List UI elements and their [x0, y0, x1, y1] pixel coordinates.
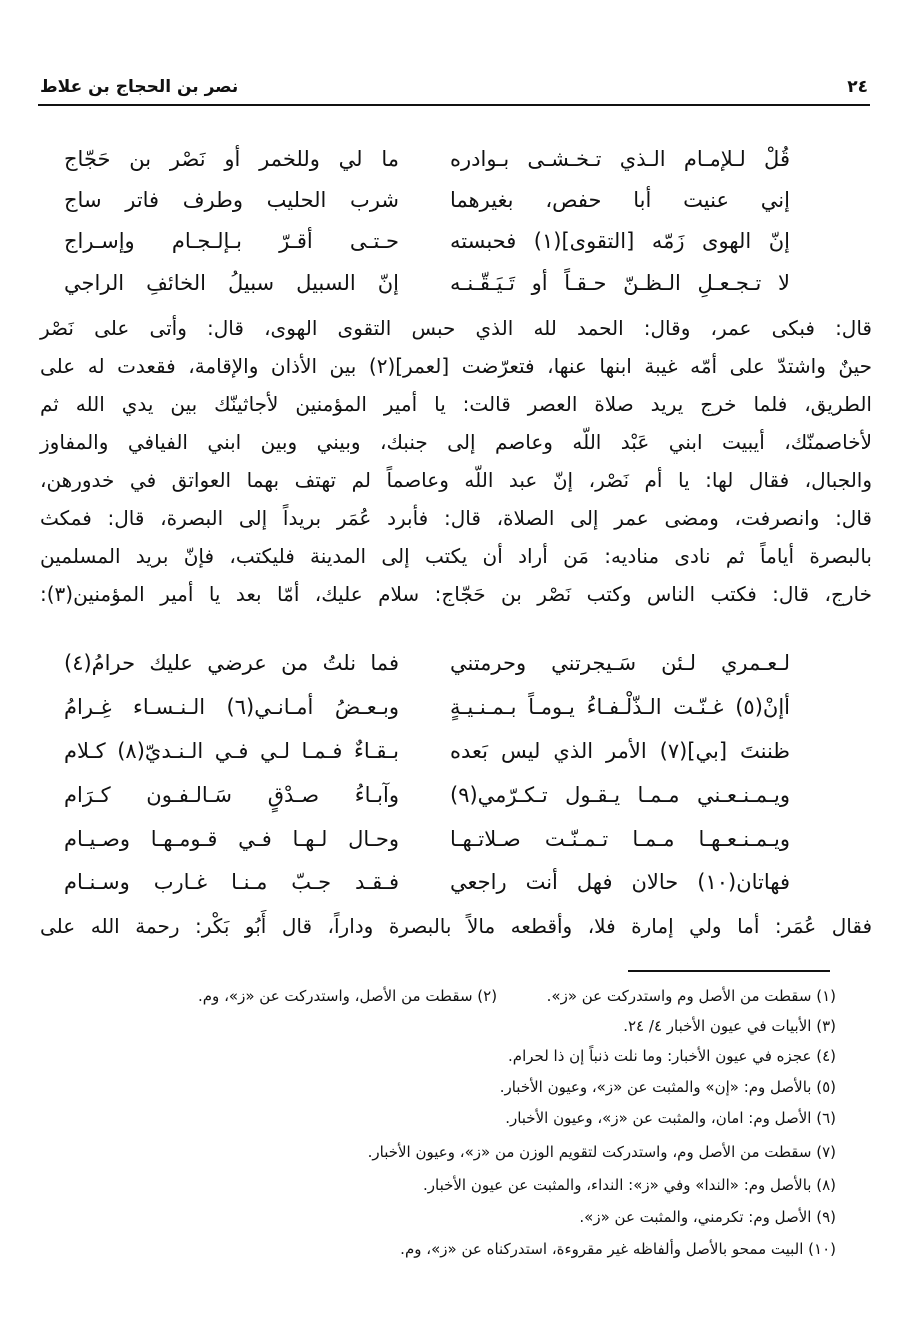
- verse-first-hemistich: لـعـمري لـئن سَـيجرتني وحرمتني: [450, 651, 790, 675]
- verse-first-hemistich: ظننتَ [بي](٧) الأمر الذي ليس بَعده: [450, 739, 790, 763]
- verse-first-hemistich: أإنْ(٥) غـنّـت الـذّلْـفـاءُ يـومـاً بـمـنـيـةٍ: [450, 695, 790, 719]
- prose-line: لأخاصمنّك، أيبيت ابني عَبْد اللّه وعاصم إلى جنبك، وبيني وبين ابني الفيافي والمفاوز: [40, 430, 872, 454]
- verse-line: [64, 270, 790, 296]
- running-title: نصر بن الحجاج بن علاط: [40, 77, 239, 97]
- footnote: (٧) سقطت من الأصل وم، واستدركت لتقويم الوزن من «ز»، وعيون الأخبار.: [367, 1143, 836, 1161]
- verse-second-hemistich: فما نلتُ من عرضي عليك حرامُ(٤): [64, 651, 399, 675]
- verse-first-hemistich: قُلْ لـلإمـام الـذي تـخـشـى بـوادره: [450, 147, 790, 171]
- footnote: (١) سقطت من الأصل وم واستدركت عن «ز».: [546, 987, 836, 1005]
- footnote-row: [198, 986, 836, 1006]
- verse-first-hemistich: إنّ الهوى زَمّه [التقوى](١) فحبسته: [450, 229, 790, 253]
- footnote: (٩) الأصل وم: تكرمني، والمثبت عن «ز».: [579, 1208, 836, 1226]
- verse-line: [64, 187, 790, 213]
- footnote: (٦) الأصل وم: امان، والمثبت عن «ز»، وعيون الأخبار.: [505, 1109, 836, 1127]
- verse-line: [64, 738, 790, 764]
- verse-second-hemistich: وبـعـضُ أمـانـي(٦) الـنـسـاء غِـرامُ: [64, 695, 399, 719]
- verse-line: [64, 650, 790, 676]
- prose-line: والجبال، فقال لها: يا أم نَصْر، إنّ عبد اللّه وعاصماً لم تهتف بهما العواتق في خدورهن،: [40, 468, 872, 492]
- prose-line: خارج، قال: فكتب الناس وكتب نَصْر بن حَجّاج: سلام عليك، أمّا بعد يا أمير المؤمنين(٣):: [40, 582, 872, 606]
- header-rule: [38, 104, 870, 106]
- prose-line: فقال عُمَر: أما ولي إمارة فلا، وأقطعه مالاً بالبصرة وداراً، قال أَبُو بَكْر: رحمة الله على: [40, 914, 872, 938]
- footnote: (٣) الأبيات في عيون الأخبار ٤/ ٢٤.: [623, 1017, 836, 1035]
- footnote: (٨) بالأصل وم: «الندا» وفي «ز»: النداء، والمثبت عن عيون الأخبار.: [422, 1176, 836, 1194]
- prose-line: حينٌ واشتدّ على أمّه غيبة ابنها عنها، فتعرّضت [لعمر](٢) بين الأذان والإقامة، فقعدت له على: [40, 354, 872, 378]
- footnote: (٥) بالأصل وم: «إن» والمثبت عن «ز»، وعيون الأخبار.: [499, 1078, 836, 1096]
- verse-first-hemistich: ويـمـنـعـهـا مـمـا تـمـنّـت صـلاتـهـا: [450, 827, 790, 851]
- verse-second-hemistich: وحـال لـهـا فـي قـومـهـا وصـيـام: [64, 827, 399, 851]
- footnote: (٤) عجزه في عيون الأخبار: وما نلت ذنباً إن ذا لحرام.: [508, 1047, 836, 1065]
- verse-second-hemistich: ما لي وللخمر أو نَصْر بن حَجّاج: [64, 147, 399, 171]
- verse-first-hemistich: فهاتان(١٠) حالان فهل أنت راجعي: [450, 870, 790, 894]
- verse-second-hemistich: فـقـد جـبّ مـنـا غـارب وسـنـام: [64, 870, 399, 894]
- verse-first-hemistich: لا تـجـعـلِ الـظـنّ حـقـاً أو تَـيَـقّـنـه: [450, 271, 790, 295]
- verse-first-hemistich: إني عنيت أبا حفص، بغيرهما: [450, 188, 790, 212]
- verse-line: [64, 782, 790, 808]
- prose-line: بالبصرة أياماً ثم نادى مناديه: مَن أراد أن يكتب إلى المدينة فليكتب، فإنّ بريد المسلمين: [40, 544, 872, 568]
- verse-line: [64, 146, 790, 172]
- prose-line: الطريق، فلما خرج يريد صلاة العصر قالت: يا أمير المؤمنين لأجاثينّك بين يدي الله ثم: [40, 392, 872, 416]
- page-number: ٢٤: [847, 77, 868, 97]
- footnote: (١٠) البيت ممحو بالأصل وألفاظه غير مقروءة، استدركناه عن «ز»، وم.: [400, 1240, 836, 1258]
- verse-line: [64, 826, 790, 852]
- page-header: [40, 72, 868, 102]
- prose-line: قال: فبكى عمر، وقال: الحمد لله الذي حبس التقوى الهوى، قال: وأتى على نَصْر: [40, 316, 872, 340]
- verse-line: [64, 694, 790, 720]
- verse-second-hemistich: بـقـاءٌ فـمـا لـي فـي الـنـديّ(٨) كـلام: [64, 739, 399, 763]
- verse-second-hemistich: حـتـى أقـرّ بـإلـجـام وإسـراج: [64, 229, 399, 253]
- verse-second-hemistich: شرب الحليب وطرف فاتر ساج: [64, 188, 399, 212]
- footnote: (٢) سقطت من الأصل، واستدركت عن «ز»، وم.: [198, 987, 498, 1005]
- footnote-rule: [628, 970, 830, 972]
- prose-line: قال: وانصرفت، ومضى عمر إلى الصلاة، قال: فأبرد عُمَر بريداً إلى البصرة، قال: فمكث: [40, 506, 872, 530]
- verse-second-hemistich: وآبـاءُ صـدْقٍ سَـالـفـون كـرَام: [64, 783, 399, 807]
- verse-first-hemistich: ويـمـنـعـني مـمـا يـقـول تـكـرّمي(٩): [450, 783, 790, 807]
- verse-line: [64, 228, 790, 254]
- verse-second-hemistich: إنّ السبيل سبيلُ الخائفِ الراجي: [64, 271, 399, 295]
- verse-line: [64, 869, 790, 895]
